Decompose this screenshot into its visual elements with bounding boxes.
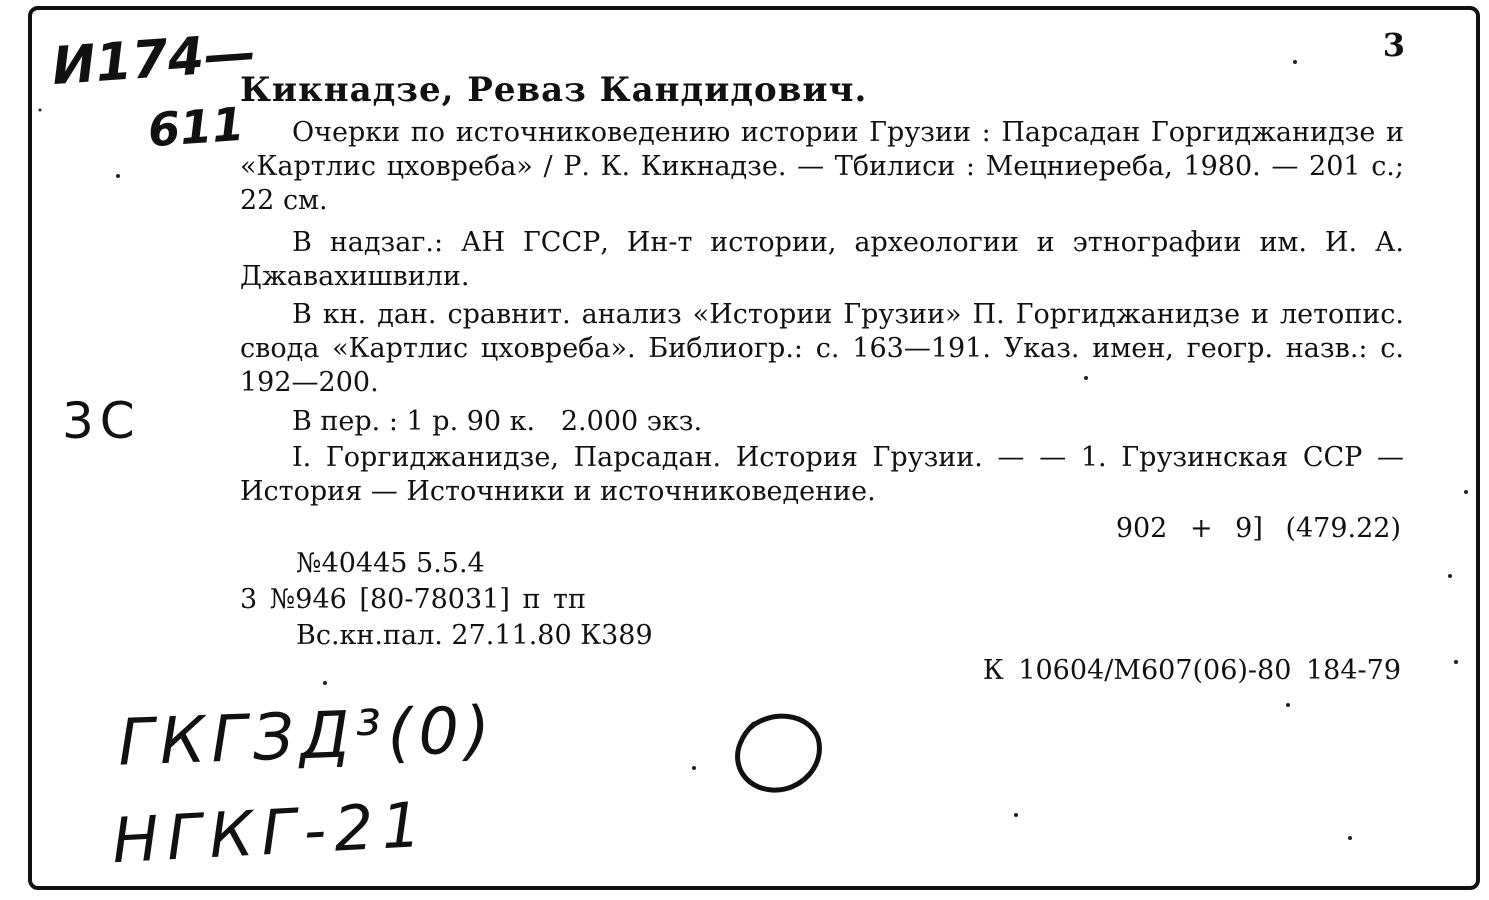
author-heading: Кикнадзе, Реваз Кандидович. [240, 70, 868, 110]
handwritten-shelf-mark-top: И174— [50, 22, 258, 98]
handwritten-mark-left: 3С [62, 392, 141, 450]
classification-code: 902 + 9] (479.22) [1115, 513, 1401, 544]
handwritten-shelf-mark-bottom: 611 [146, 96, 246, 158]
handwritten-code-line-1: ГКГЗД³(0) [116, 693, 498, 781]
registry-line: 3 №946 [80-78031] п тп [240, 584, 586, 615]
note-content: В кн. дан. сравнит. анализ «Истории Грузии» П. Горгиджанидзе и летопис. свода «Картлис цховреба». Библиогр.: с. 163—191. Указ. имен, геогр. назв.: с. 192—200. [240, 299, 1404, 398]
title-paragraph: Очерки по источниковедению истории Грузии : Парсадан Горгиджанидзе и «Картлис цховреба» / Р. К. Кикнадзе. — Тбилиси : Мецниереба, 1980. — 201 с.; 22 см. [240, 117, 1404, 216]
card-number: 3 [1382, 26, 1405, 64]
price-line: В пер. : 1 р. 90 к. 2.000 экз. [292, 406, 703, 437]
tracings: I. Горгиджанидзе, Парсадан. История Грузии. — — 1. Грузинская ССР — История — Источники и источниковедение. [240, 442, 1404, 507]
note-head: В надзаг.: АН ГССР, Ин-т истории, археологии и этнографии им. И. А. Джавахишвили. [240, 227, 1404, 292]
index-code: К 10604/М607(06)-80 184-79 [982, 655, 1401, 686]
order-number: №40445 5.5.4 [296, 548, 485, 579]
handwritten-circle-mark [730, 708, 825, 796]
handwritten-code-line-2: НГКГ-21 [110, 787, 431, 878]
book-chamber-line: Вс.кн.пал. 27.11.80 К389 [296, 620, 653, 651]
